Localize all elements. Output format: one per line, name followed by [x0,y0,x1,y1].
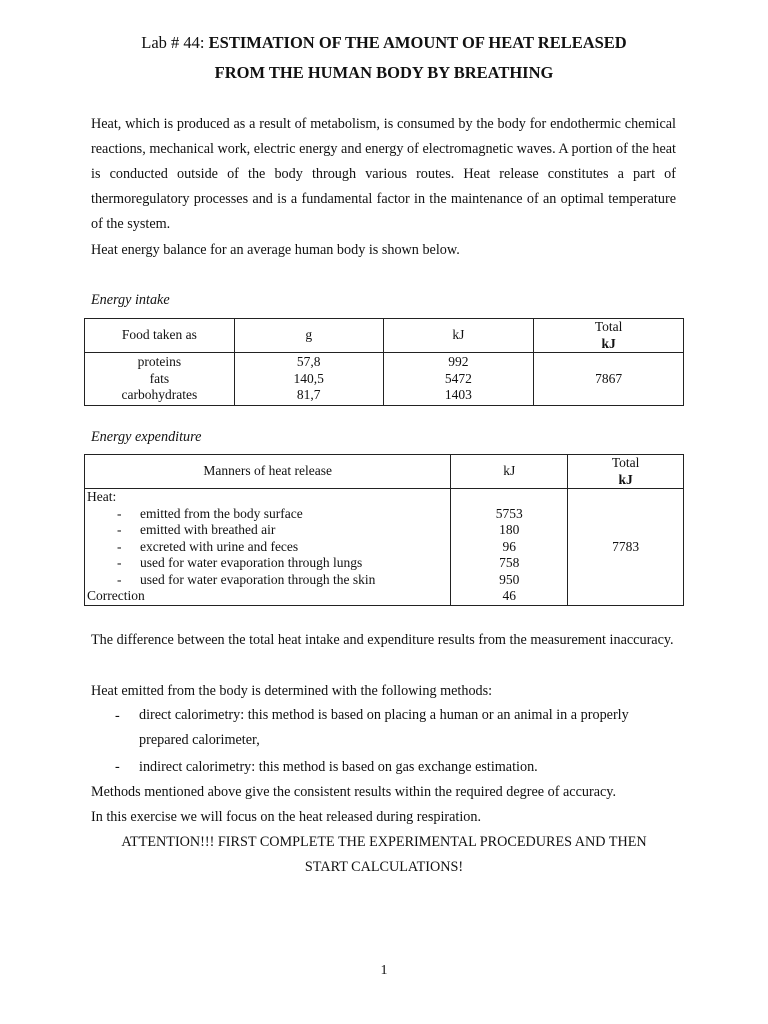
list-item: 96 [502,538,517,554]
dash-marker: - [117,505,122,521]
header-total [568,455,684,489]
page-title-line-1 [0,33,768,53]
list-item: 180 [499,522,520,537]
list-item [87,522,450,539]
energy-expenditure-table [84,454,684,606]
header-total-unit: kJ [618,471,633,487]
page-title-line-2: FROM THE HUMAN BODY BY BREATHING [214,63,554,82]
header-kj: kJ [383,319,534,353]
header-food: Food taken as [85,319,235,353]
list-item-label: emitted from the body surface [140,505,303,521]
manner-list [87,506,450,589]
correction-value: 46 [502,588,517,603]
page-number: 1 [380,963,388,978]
energy-intake-heading: Energy intake [91,292,170,308]
energy-expenditure-heading: Energy expenditure [91,429,202,445]
list-item [87,572,450,589]
title-text-1: ESTIMATION OF THE AMOUNT OF HEAT RELEASED [208,33,627,52]
food-column [85,353,235,406]
list-item-label: excreted with urine and feces [140,538,299,554]
intake-total-value: 7867 [534,353,684,406]
dash-marker: - [117,538,122,554]
list-item: 950 [499,571,520,587]
list-item: 140,5 [293,370,324,386]
list-item: 5753 [495,505,523,521]
method-indirect: indirect calorimetry: this method is based on gas exchange estimation. [139,759,538,775]
heat-label: Heat: [87,489,117,504]
grams-column [234,353,383,406]
expenditure-total-value: 7783 [568,489,684,606]
dash-marker: - [115,759,120,775]
header-manner: Manners of heat release [85,455,451,489]
attention-line-2: START CALCULATIONS! [304,859,464,875]
header-total [534,319,684,353]
attention-line-1: ATTENTION!!! FIRST COMPLETE THE EXPERIMENTAL PROCEDURES AND THEN [121,834,647,850]
list-item: 81,7 [296,387,321,403]
list-item: proteins [137,354,182,370]
balance-line: Heat energy balance for an average human body is shown below. [91,242,460,258]
manner-column [85,489,451,606]
kj-column [383,353,534,406]
list-item [87,539,450,556]
header-total-unit: kJ [601,335,616,351]
list-item-label: used for water evaporation through lungs [140,555,363,570]
list-item [87,506,450,523]
list-item: 5472 [444,370,472,386]
list-item: 992 [448,354,469,370]
list-item-label: used for water evaporation through the skin [140,571,376,587]
header-total-label: Total [594,319,623,334]
dash-marker: - [117,522,122,537]
list-item: fats [149,370,170,386]
dash-marker: - [117,571,122,587]
dash-marker: - [115,708,120,724]
correction-label: Correction [87,588,145,603]
focus-line: In this exercise we will focus on the heat released during respiration. [91,809,482,825]
list-item: 57,8 [296,354,321,370]
header-total-label: Total [611,455,640,470]
list-item: 758 [499,555,520,570]
header-g: g [234,319,383,353]
list-item: 1403 [444,387,472,403]
energy-intake-table [84,318,684,406]
methods-intro: Heat emitted from the body is determined with the following methods: [91,683,493,699]
kj-column [451,489,568,606]
dash-marker: - [117,555,122,570]
list-item: carbohydrates [121,387,198,403]
method-direct: direct calorimetry: this method is based on placing a human or an animal in a properly prepared calorimeter, [139,707,629,748]
lab-number: Lab # 44: [141,33,209,52]
list-item-label: emitted with breathed air [140,522,276,537]
difference-paragraph: The difference between the total heat intake and expenditure results from the measurement inaccuracy. [91,632,674,648]
intro-paragraph: Heat, which is produced as a result of metabolism, is consumed by the body for endothermic chemical reactions, mechanical work, electric energy and energy of electromagnetic waves. A portion of the heat is conducted outside of the body through various routes. Heat release constitutes a part of thermoregulatory processes and is a fundamental factor in the maintenance of an optimal temperature of the system. [91,116,676,232]
header-kj: kJ [451,455,568,489]
consistent-line: Methods mentioned above give the consistent results within the required degree of accuracy. [91,784,617,800]
list-item [87,555,450,572]
